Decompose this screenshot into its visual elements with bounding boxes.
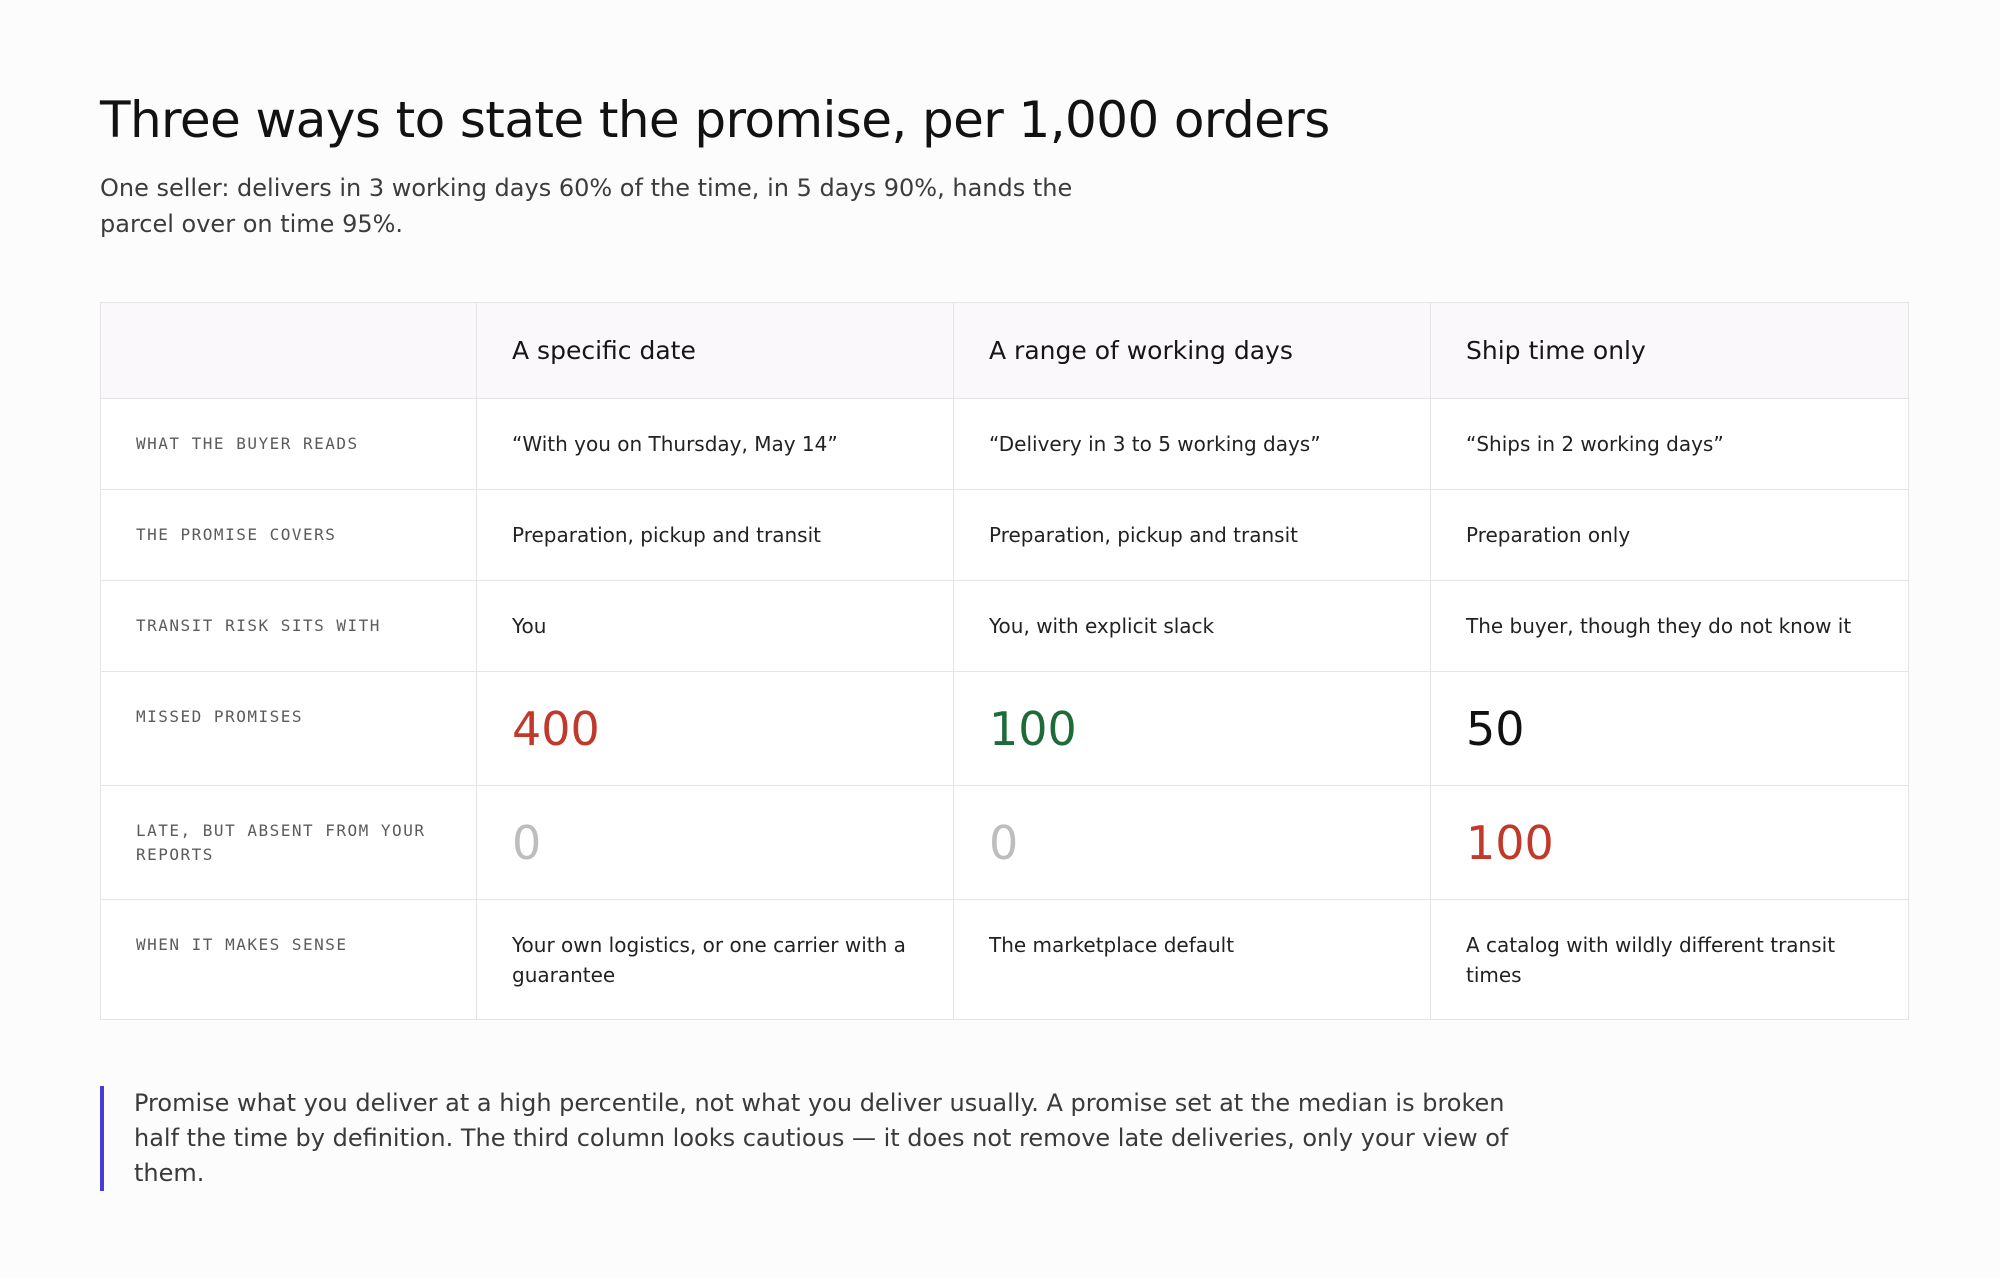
- table-header-row: [101, 303, 1909, 399]
- table-row-buyer-reads: [101, 399, 1909, 490]
- table-row-when-sense: [101, 900, 1909, 1020]
- table-cell: Your own logistics, or one carrier with a guarantee: [477, 900, 954, 1020]
- row-label: THE PROMISE COVERS: [101, 490, 477, 581]
- late-absent-value: 100: [1431, 786, 1909, 900]
- missed-promises-value: 100: [954, 672, 1431, 786]
- header-range-working-days: A range of working days: [954, 303, 1431, 399]
- table-cell: “Delivery in 3 to 5 working days”: [954, 399, 1431, 490]
- late-absent-value: 0: [954, 786, 1431, 900]
- table-cell: Preparation, pickup and transit: [477, 490, 954, 581]
- header-empty-cell: [101, 303, 477, 399]
- row-label: LATE, BUT ABSENT FROM YOUR REPORTS: [101, 786, 477, 900]
- table-cell: The marketplace default: [954, 900, 1431, 1020]
- page-subtitle: One seller: delivers in 3 working days 60% of the time, in 5 days 90%, hands the parcel over on time 95%.: [100, 174, 1073, 238]
- table-row-transit-risk: [101, 581, 1909, 672]
- missed-promises-value: 50: [1431, 672, 1909, 786]
- table-row-missed-promises: [101, 672, 1909, 786]
- row-label: WHAT THE BUYER READS: [101, 399, 477, 490]
- table-cell: Preparation only: [1431, 490, 1909, 581]
- callout-quote: Promise what you deliver at a high percentile, not what you deliver usually. A promise set at the median is broken half the time by definition. The third column looks cautious — it does not remove late deliveries, only your view of them.: [100, 1086, 1554, 1191]
- header-ship-time-only: Ship time only: [1431, 303, 1909, 399]
- table-row-promise-covers: [101, 490, 1909, 581]
- missed-promises-value: 400: [477, 672, 954, 786]
- table-cell: The buyer, though they do not know it: [1431, 581, 1909, 672]
- table-cell: “With you on Thursday, May 14”: [477, 399, 954, 490]
- late-absent-value: 0: [477, 786, 954, 900]
- row-label: WHEN IT MAKES SENSE: [101, 900, 477, 1020]
- table-cell: Preparation, pickup and transit: [954, 490, 1431, 581]
- row-label: TRANSIT RISK SITS WITH: [101, 581, 477, 672]
- row-label: MISSED PROMISES: [101, 672, 477, 786]
- page-title: Three ways to state the promise, per 1,000 orders: [100, 91, 1330, 149]
- page: [100, 88, 1908, 1187]
- table-row-late-absent: [101, 786, 1909, 900]
- table-cell: A catalog with wildly different transit times: [1431, 900, 1909, 1020]
- table-cell: “Ships in 2 working days”: [1431, 399, 1909, 490]
- comparison-table: [100, 302, 1909, 1020]
- header-specific-date: A specific date: [477, 303, 954, 399]
- table-cell: You, with explicit slack: [954, 581, 1431, 672]
- table-cell: You: [477, 581, 954, 672]
